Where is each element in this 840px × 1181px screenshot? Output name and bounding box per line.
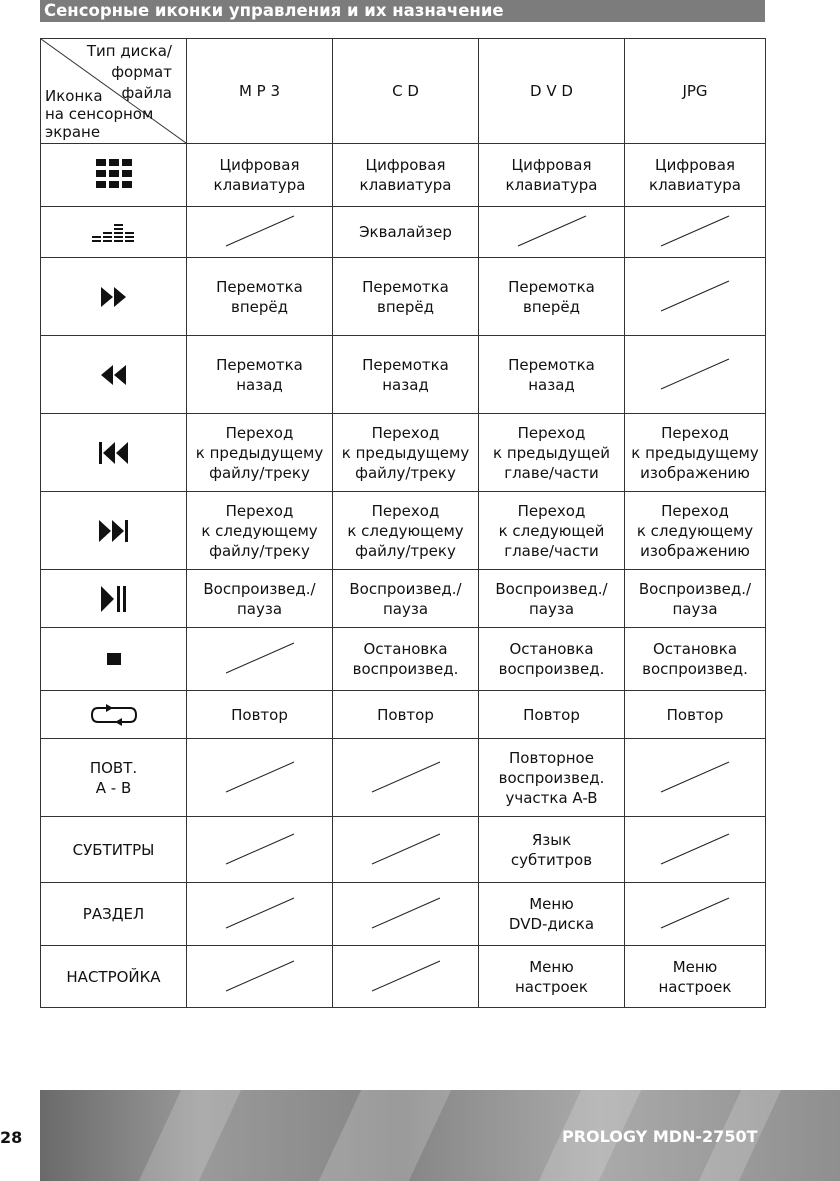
cell-text: главе/части (504, 463, 599, 482)
cell-mp3 (187, 946, 333, 1008)
cell-text: настроек (658, 977, 732, 996)
cell-jpg (625, 336, 766, 414)
cell-mp3 (187, 492, 333, 570)
cell-text: Язык (531, 830, 572, 849)
cell-text: файлу/треку (355, 541, 456, 560)
cell-dvd (479, 946, 625, 1008)
cell-jpg (625, 414, 766, 492)
cell-jpg (625, 570, 766, 628)
cell-text: субтитров (510, 850, 593, 869)
not-applicable-slash (224, 639, 296, 679)
cell-dvd (479, 258, 625, 336)
column-header-jpg: JPG (625, 39, 766, 144)
cell-text: клавиатура (213, 176, 306, 194)
row-label: A - B (95, 778, 132, 797)
cell-mp3 (187, 739, 333, 817)
cell-jpg (625, 739, 766, 817)
cell-text: Перемотка (216, 277, 303, 296)
cell-text: Повтор (231, 705, 288, 724)
not-applicable-slash (659, 894, 731, 934)
row-label-cell (41, 817, 187, 883)
cell-cd (333, 883, 479, 946)
cell-text: настроек (515, 977, 588, 996)
cell-text: Перемотка (508, 355, 595, 374)
cell-text: пауза (528, 599, 575, 618)
cell-dvd (479, 570, 625, 628)
cell-text: Цифровая (365, 156, 446, 174)
cell-cd (333, 492, 479, 570)
header-row (41, 39, 766, 144)
rewind-icon[interactable] (41, 336, 187, 414)
numeric-keypad-icon[interactable] (41, 144, 187, 207)
cell-text: участка A-B (505, 788, 598, 807)
cell-text: вперёд (523, 297, 580, 316)
cell-dvd (479, 414, 625, 492)
cell-text: к следующему (636, 521, 754, 540)
not-applicable-slash (659, 355, 731, 395)
cell-cd (333, 207, 479, 258)
equalizer-icon[interactable] (41, 207, 187, 258)
row-label: РАЗДЕЛ (82, 905, 145, 923)
cell-text: Переход (225, 501, 294, 520)
not-applicable-slash (224, 957, 296, 997)
play-pause-icon[interactable] (41, 570, 187, 628)
repeat-icon[interactable] (41, 691, 187, 739)
not-applicable-slash (370, 830, 442, 870)
cell-mp3 (187, 207, 333, 258)
cell-text: DVD-диска (508, 915, 595, 933)
cell-text: Меню (529, 957, 574, 976)
not-applicable-slash (370, 957, 442, 997)
cell-text: Воспроизвед./ (638, 579, 752, 598)
cell-text: к следующей (498, 521, 605, 540)
brand-model: PROLOGY MDN-2750T (562, 1127, 758, 1146)
table-row (41, 570, 766, 628)
cell-mp3 (187, 144, 333, 207)
cell-cd (333, 739, 479, 817)
cell-jpg (625, 817, 766, 883)
section-title-bar (40, 0, 765, 22)
cell-text: клавиатура (505, 176, 598, 194)
not-applicable-slash (516, 212, 588, 252)
cell-mp3 (187, 628, 333, 691)
cell-jpg (625, 628, 766, 691)
cell-text: файлу/треку (209, 463, 310, 482)
fast-forward-icon[interactable] (41, 258, 187, 336)
cell-cd (333, 628, 479, 691)
cell-text: Переход (225, 423, 294, 442)
cell-cd (333, 144, 479, 207)
cell-text: к следующему (201, 521, 318, 540)
cell-dvd (479, 492, 625, 570)
table-row (41, 946, 766, 1008)
cell-text: Эквалайзер (359, 223, 452, 241)
cell-mp3 (187, 817, 333, 883)
cell-text: Повторное (509, 748, 594, 767)
table-row (41, 144, 766, 207)
cell-text: вперёд (231, 297, 288, 316)
table-row (41, 739, 766, 817)
cell-dvd (479, 691, 625, 739)
not-applicable-slash (224, 212, 296, 252)
cell-text: файлу/треку (355, 463, 456, 482)
cell-text: Перемотка (508, 277, 595, 296)
table-row (41, 883, 766, 946)
cell-jpg (625, 691, 766, 739)
cell-text: клавиатура (359, 176, 452, 194)
cell-text: Переход (661, 423, 729, 442)
cell-text: воспроизвед. (642, 660, 748, 678)
cell-text: Цифровая (219, 156, 300, 174)
not-applicable-slash (659, 830, 731, 870)
cell-jpg (625, 207, 766, 258)
cell-cd (333, 817, 479, 883)
cell-jpg (625, 946, 766, 1008)
cell-text: Переход (517, 423, 586, 442)
cell-text: пауза (236, 599, 283, 618)
cell-mp3 (187, 883, 333, 946)
cell-mp3 (187, 258, 333, 336)
cell-text: воспроизвед. (498, 660, 605, 678)
row-label: НАСТРОЙКА (66, 967, 161, 986)
cell-text: клавиатура (649, 176, 741, 194)
cell-text: к предыдущей (493, 443, 610, 462)
cell-cd (333, 258, 479, 336)
cell-text: Воспроизвед./ (203, 579, 316, 598)
cell-text: Остановка (652, 640, 738, 658)
cell-mp3 (187, 691, 333, 739)
cell-text: изображению (640, 463, 750, 482)
cell-text: Перемотка (216, 355, 303, 374)
cell-text: файлу/треку (209, 541, 310, 560)
not-applicable-slash (659, 277, 731, 317)
not-applicable-slash (224, 830, 296, 870)
cell-cd (333, 570, 479, 628)
cell-dvd (479, 817, 625, 883)
section-title: Сенсорные иконки управления и их назначение (44, 1, 504, 20)
table-row (41, 691, 766, 739)
cell-jpg (625, 144, 766, 207)
cell-dvd (479, 883, 625, 946)
cell-text: главе/части (504, 541, 599, 560)
row-label: СУБТИТРЫ (72, 840, 155, 859)
cell-jpg (625, 492, 766, 570)
row-label-cell (41, 946, 187, 1008)
not-applicable-slash (659, 758, 731, 798)
cell-text: к предыдущему (341, 443, 470, 462)
cell-text: назад (528, 375, 575, 394)
icon-table (40, 38, 766, 1008)
cell-text: назад (236, 375, 283, 394)
cell-jpg (625, 883, 766, 946)
cell-text: Остановка (509, 640, 594, 658)
cell-text: Воспроизвед./ (495, 579, 608, 598)
cell-dvd (479, 207, 625, 258)
disc-type-label: Тип диска/ формат файла (86, 42, 172, 102)
cell-text: Остановка (363, 640, 448, 658)
not-applicable-slash (224, 894, 296, 934)
not-applicable-slash (224, 758, 296, 798)
column-header-dvd: D V D (479, 39, 625, 144)
table-row (41, 258, 766, 336)
cell-text: к предыдущему (195, 443, 324, 462)
cell-mp3 (187, 414, 333, 492)
cell-text: воспроизвед. (352, 660, 459, 678)
cell-text: Цифровая (655, 156, 735, 174)
cell-text: Переход (661, 501, 729, 520)
cell-dvd (479, 144, 625, 207)
cell-mp3 (187, 336, 333, 414)
cell-text: Переход (517, 501, 586, 520)
column-header-cd: C D (333, 39, 479, 144)
cell-text: к предыдущему (631, 443, 759, 462)
cell-cd (333, 414, 479, 492)
cell-dvd (479, 739, 625, 817)
cell-text: Меню (672, 957, 718, 976)
table-row (41, 336, 766, 414)
cell-text: Меню (529, 895, 574, 913)
not-applicable-slash (370, 894, 442, 934)
cell-cd (333, 336, 479, 414)
cell-text: Перемотка (362, 277, 449, 296)
row-label-cell (41, 739, 187, 817)
cell-dvd (479, 628, 625, 691)
cell-text: пауза (672, 599, 718, 618)
cell-jpg (625, 258, 766, 336)
table-row (41, 207, 766, 258)
cell-cd (333, 691, 479, 739)
table-row (41, 492, 766, 570)
page-number: 28 (0, 1128, 23, 1147)
stop-icon[interactable] (41, 628, 187, 691)
corner-header-cell (41, 39, 187, 144)
row-label-cell (41, 883, 187, 946)
cell-text: назад (382, 375, 429, 394)
icon-on-screen-label: Иконка на сенсорном экране (45, 87, 154, 141)
cell-text: Переход (371, 423, 440, 442)
cell-text: вперёд (377, 297, 434, 316)
not-applicable-slash (370, 758, 442, 798)
cell-text: Повтор (377, 705, 434, 724)
table-row (41, 817, 766, 883)
row-label: ПОВТ. (89, 758, 138, 777)
cell-text: пауза (382, 599, 429, 618)
cell-cd (333, 946, 479, 1008)
cell-text: Повтор (523, 705, 580, 724)
cell-mp3 (187, 570, 333, 628)
table-row (41, 414, 766, 492)
previous-track-icon[interactable] (41, 414, 187, 492)
cell-dvd (479, 336, 625, 414)
cell-text: Воспроизвед./ (349, 579, 462, 598)
cell-text: к следующему (347, 521, 464, 540)
cell-text: Перемотка (362, 355, 449, 374)
cell-text: воспроизвед. (498, 768, 605, 787)
next-track-icon[interactable] (41, 492, 187, 570)
cell-text: изображению (640, 541, 750, 560)
column-header-mp3: M P 3 (187, 39, 333, 144)
table-row (41, 628, 766, 691)
cell-text: Цифровая (511, 156, 592, 174)
cell-text: Переход (371, 501, 440, 520)
not-applicable-slash (659, 212, 731, 252)
cell-text: Повтор (666, 705, 724, 724)
